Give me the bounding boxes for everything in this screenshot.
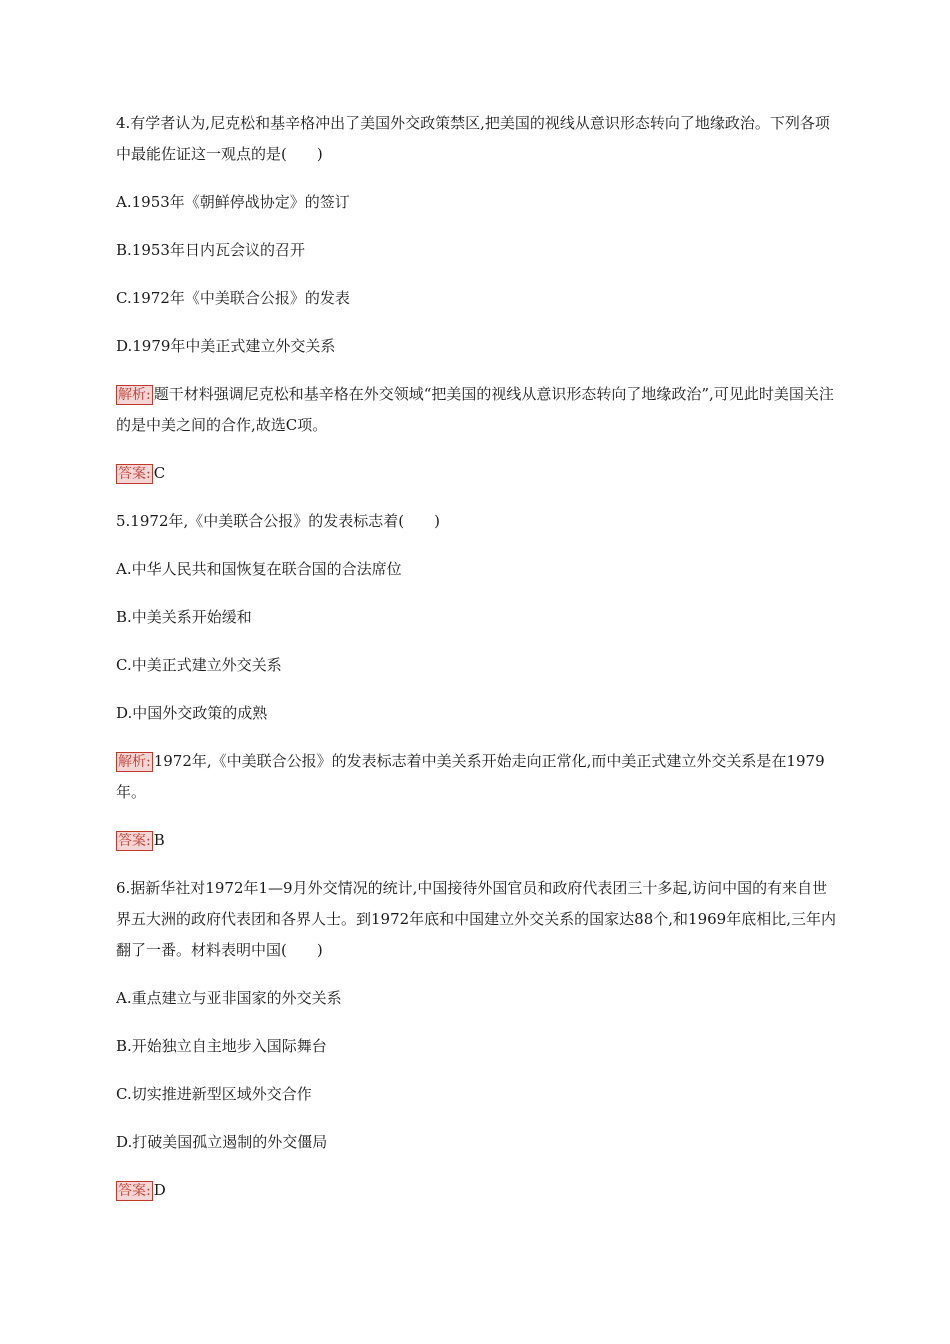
analysis-text: 1972年,《中美联合公报》的发表标志着中美关系开始走向正常化,而中美正式建立外交关系是在1979年。 [116, 752, 825, 801]
question-5-answer [116, 825, 836, 856]
answer-value: C [153, 464, 166, 482]
question-4-answer [116, 458, 836, 489]
question-6-option-d: D.打破美国孤立遏制的外交僵局 [116, 1133, 328, 1151]
question-6-option-a: A.重点建立与亚非国家的外交关系 [116, 989, 342, 1007]
answer-tag: 答案: [118, 466, 151, 482]
question-5-analysis [116, 746, 836, 808]
question-6-option-c: C.切实推进新型区域外交合作 [116, 1085, 312, 1103]
document-page [116, 108, 836, 1223]
answer-tag: 答案: [118, 1183, 151, 1199]
question-5-stem: 5.1972年,《中美联合公报》的发表标志着( ) [116, 512, 440, 530]
question-5-option-b: B.中美关系开始缓和 [116, 608, 252, 626]
question-6-option-b: B.开始独立自主地步入国际舞台 [116, 1037, 327, 1055]
question-4-option-a: A.1953年《朝鲜停战协定》的签订 [116, 193, 350, 211]
question-5-option-a: A.中华人民共和国恢复在联合国的合法席位 [116, 560, 402, 578]
question-5-option-c: C.中美正式建立外交关系 [116, 656, 282, 674]
question-4-option-b: B.1953年日内瓦会议的召开 [116, 241, 305, 259]
question-4-analysis [116, 379, 836, 441]
analysis-tag: 解析: [118, 387, 151, 403]
question-4-stem: 4.有学者认为,尼克松和基辛格冲出了美国外交政策禁区,把美国的视线从意识形态转向了地缘政治。下列各项中最能佐证这一观点的是( ) [116, 114, 830, 163]
question-4-option-d: D.1979年中美正式建立外交关系 [116, 337, 336, 355]
analysis-text: 题干材料强调尼克松和基辛格在外交领域“把美国的视线从意识形态转向了地缘政治”,可见此时美国关注的是中美之间的合作,故选C项。 [116, 385, 834, 434]
question-6-stem: 6.据新华社对1972年1—9月外交情况的统计,中国接待外国官员和政府代表团三十多起,访问中国的有来自世界五大洲的政府代表团和各界人士。到1972年底和中国建立外交关系的国家达88个,和1969年底相比,三年内翻了一番。材料表明中国( ) [116, 879, 836, 959]
answer-tag: 答案: [118, 833, 151, 849]
answer-value: D [153, 1181, 166, 1199]
question-4-option-c: C.1972年《中美联合公报》的发表 [116, 289, 350, 307]
question-6-answer [116, 1175, 836, 1206]
analysis-tag: 解析: [118, 754, 151, 770]
question-5-option-d: D.中国外交政策的成熟 [116, 704, 268, 722]
answer-value: B [153, 831, 165, 849]
